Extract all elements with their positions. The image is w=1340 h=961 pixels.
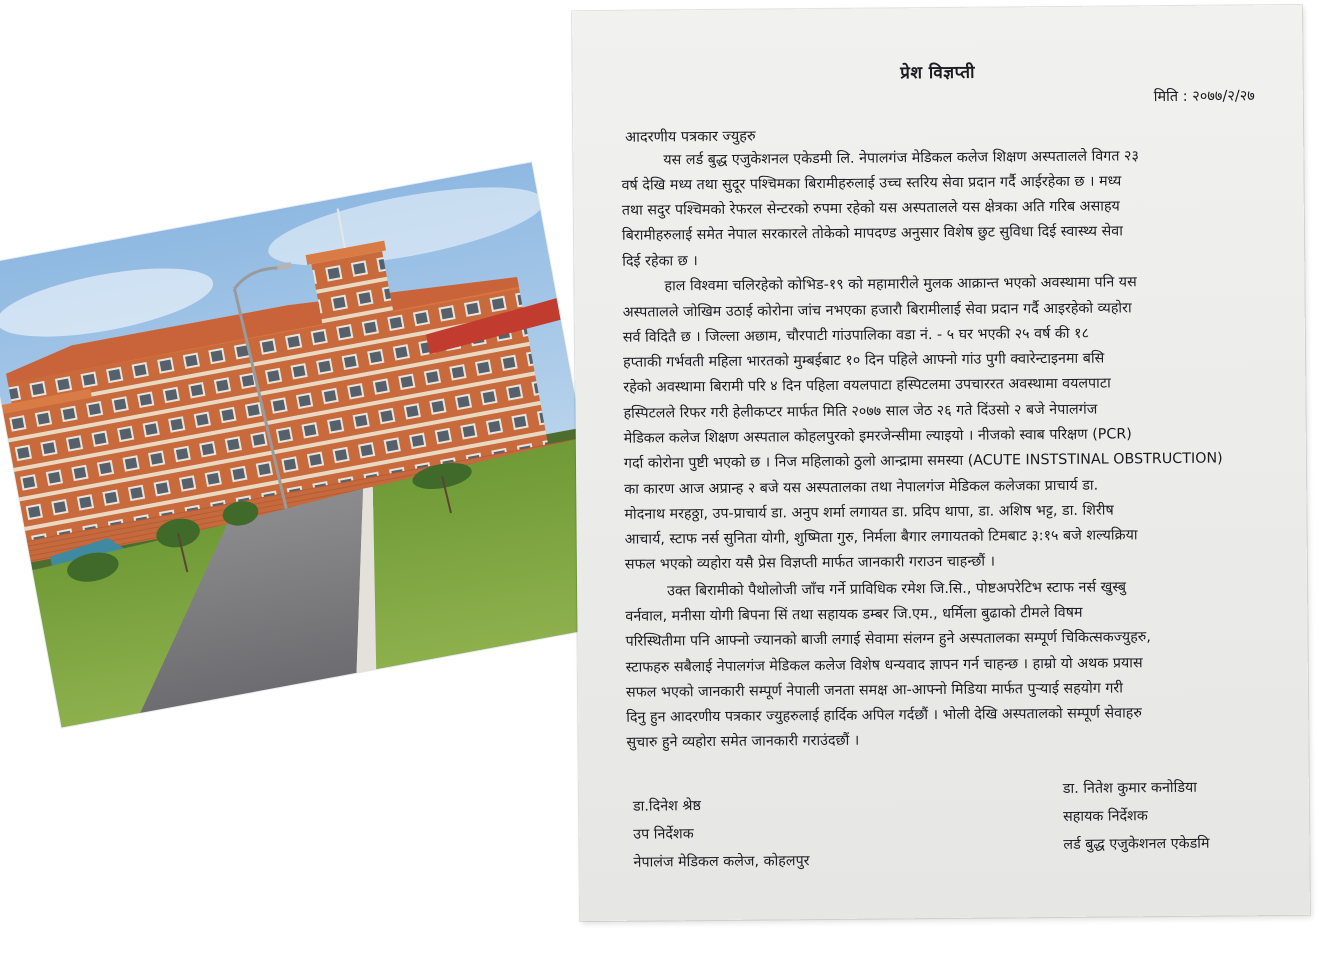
document-date: मिति : २०७७/२/२७ xyxy=(1153,88,1255,106)
body-line: गर्दा कोरोना पुष्टी भएको छ । निज महिलाको ठुलो आन्द्रामा समस्या (ACUTE INSTSTINAL OBSTRUCTION) xyxy=(623,450,1223,472)
body-line: अस्पतालले जोखिम उठाई कोरोना जांच नभएका हजारौ बिरामीलाई सेवा प्रदान गर्दै आइरहेको व्यहोरा xyxy=(622,300,1132,321)
signatory-right-title: सहायक निर्देशक xyxy=(1063,808,1148,825)
signatory-left-title: उप निर्देशक xyxy=(633,826,694,843)
body-line: मोदनाथ मरहठ्ठा, उप-प्राचार्य डा. अनुप शर्मा लगायत डा. प्रदिप थापा, डा. अशिष भट्ट, डा. शिरीष xyxy=(624,502,1114,523)
signatory-right-org: लर्ड बुद्ध एजुकेशनल एकेडमि xyxy=(1063,835,1210,853)
body-line: हप्ताकी गर्भवती महिला भारतको मुम्बईबाट १० दिन पहिले आफ्नो गांउ पुगी क्वारेन्टाइनमा बसि xyxy=(623,350,1105,371)
body-line: यस लर्ड बुद्ध एजुकेशनल एकेडमी लि. नेपालगंज मेडिकल कलेज शिक्षण अस्पतालले विगत २३ xyxy=(663,148,1139,169)
body-line: सर्व विदितै छ । जिल्ला अछाम, चौरपाटी गांउपालिका वडा नं. - ५ घर भएकी २५ वर्ष की १८ xyxy=(622,325,1090,346)
signatory-left-org: नेपालंज मेडिकल कलेज, कोहलपुर xyxy=(633,853,810,871)
body-line: रहेको अवस्थामा बिरामी परि ४ दिन पहिला वयलपाटा हस्पिटलमा उपचाररत अवस्थामा वयलपाटा xyxy=(623,375,1111,396)
press-release-document xyxy=(572,5,1310,921)
signatory-left-name: डा.दिनेश श्रेष्ठ xyxy=(632,798,701,815)
hospital-building-photo xyxy=(0,162,617,727)
signatory-right-name: डा. नितेश कुमार कनोडिया xyxy=(1062,779,1198,797)
body-line: सफल भएको व्यहोरा यसै प्रेस विज्ञप्ती मार्फत जानकारी गराउन चाहन्छौं । xyxy=(624,553,996,573)
body-line: स्टाफहरु सबैलाई नेपालगंज मेडिकल कलेज विशेष धन्यवाद ज्ञापन गर्न चाहन्छ । हाम्रो यो अथक प्रयास xyxy=(625,655,1143,676)
body-line: तथा सदुर पश्चिमको रेफरल सेन्टरको रुपमा रहेको यस अस्पतालले यस क्षेत्रका अति गरिब असाहय xyxy=(621,198,1120,219)
document-heading: प्रेश विज्ञप्ती xyxy=(900,62,976,84)
body-line: सुचारु हुने व्यहोरा समेत जानकारी गराउंदछौं । xyxy=(626,732,860,751)
body-line: परिस्थितीमा पनि आफ्नो ज्यानको बाजी लगाई सेवामा संलग्न हुने अस्पतालका सम्पूर्ण चिकित्सकज्युहरु, xyxy=(625,629,1151,650)
salutation: आदरणीय पत्रकार ज्युहरु xyxy=(625,128,756,146)
body-line: सफल भएको जानकारी सम्पूर्ण नेपाली जनता समक्ष आ-आफ्नो मिडिया मार्फत पुर्‍याई सहयोग गरी xyxy=(625,680,1124,701)
body-line: दिई रहेका छ । xyxy=(622,253,698,270)
body-line: का कारण आज अप्रान्ह २ बजे यस अस्पतालका तथा नेपालगंज मेडिकल कलेजका प्राचार्य डा. xyxy=(624,477,1099,498)
hospital-photo-illustration xyxy=(0,162,617,727)
body-line: हस्पिटलले रिफर गरी हेलीकप्टर मार्फत मिति २०७७ साल जेठ २६ गते दिंउसो २ बजे नेपालगंज xyxy=(623,401,1098,422)
body-line: उक्त बिरामीको पैथोलोजी जाँच गर्ने प्राविधिक रमेश जि.सि., पोष्टअपरेटिभ स्टाफ नर्स खुस्बु xyxy=(667,579,1127,600)
body-line: बिरामीहरुलाई समेत नेपाल सरकारले तोकेको मापदण्ड अनुसार विशेष छुट सुविधा दिई स्वास्थ्य सेवा xyxy=(621,223,1123,244)
body-line: मेडिकल कलेज शिक्षण अस्पताल कोहलपुरको इमरजेन्सीमा ल्याइयो । नीजको स्वाब परिक्षण (PCR) xyxy=(623,426,1132,447)
body-line: वर्नवाल, मनीसा योगी बिपना सिं तथा सहायक डम्बर जि.एम., धर्मिला बुढाको टीमले विषम xyxy=(625,604,1083,625)
body-line: आचार्य, स्टाफ नर्स सुनिता योगी, शुष्मिता गुरु, निर्मला बैगार लगायतको टिमबाट ३:१५ बजे शल्यक्रिया xyxy=(624,527,1138,548)
body-line: वर्ष देखि मध्य तथा सुदूर पश्चिमका बिरामीहरुलाई उच्च स्तरिय सेवा प्रदान गर्दै आईरहेका छ । मध्य xyxy=(621,173,1122,194)
body-line: हाल विश्वमा चलिरहेको कोभिड-१९ को महामारीले मुलक आक्रान्त भएको अवस्थामा पनि यस xyxy=(664,274,1137,295)
body-line: दिनु हुन आदरणीय पत्रकार ज्युहरुलाई हार्दिक अपिल गर्दछौं । भोली देखि अस्पतालको सम्पूर्ण सेवाहरु xyxy=(626,705,1142,726)
